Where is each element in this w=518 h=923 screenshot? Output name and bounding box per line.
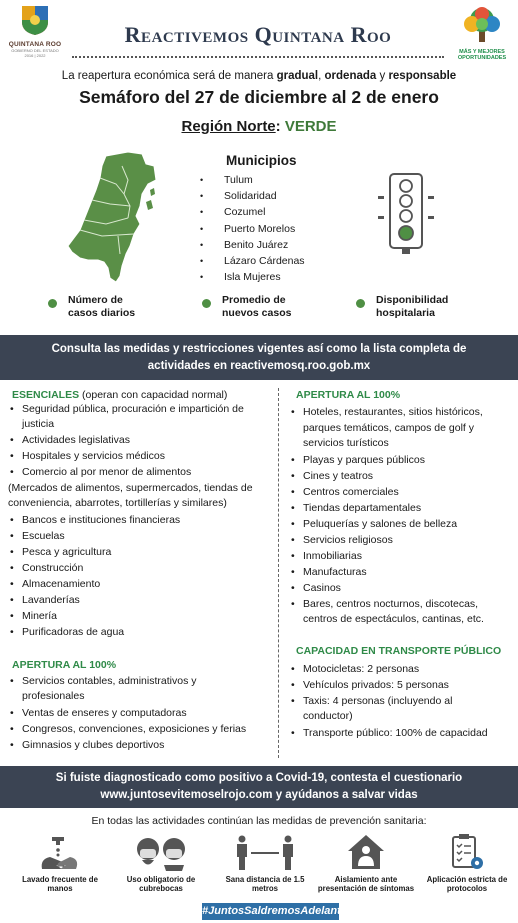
list-item: • Manufacturas (289, 565, 367, 580)
list-item: • Almacenamiento (8, 577, 100, 592)
prevention-item-protocols (418, 833, 516, 893)
list-item: • Lázaro Cárdenas (200, 254, 305, 267)
social-distance-icon (234, 835, 296, 871)
municipio-name: Isla Mujeres (224, 271, 281, 284)
list-item: • Vehículos privados: 5 personas (289, 678, 449, 693)
list-item: • Actividades legislativas (8, 433, 130, 448)
indicator-casos-diarios (68, 294, 135, 319)
covid-banner (0, 766, 518, 808)
list-item-continuation: parques temáticos, campos de golf y (303, 422, 475, 434)
list-item-continuation: justicia (22, 418, 55, 430)
region-status: VERDE (284, 118, 337, 135)
list-item: • Pesca y agricultura (8, 545, 111, 560)
hashtag-badge: #JuntosSaldremosAdelante (202, 903, 339, 920)
list-item: • Motocicletas: 2 personas (289, 662, 419, 677)
list-item: • Peluquerías y salones de belleza (289, 517, 457, 532)
list-item: • Gimnasios y clubes deportivos (8, 738, 164, 753)
list-item: • Tiendas departamentales (289, 501, 421, 516)
home-isolation-icon (346, 833, 386, 871)
list-item: • Ventas de enseres y computadoras (8, 706, 187, 721)
traffic-light-green-lamp (399, 226, 413, 240)
indicator-nuevos-casos (222, 294, 291, 319)
intro-prefix: La reapertura económica será de manera (61, 70, 277, 82)
left-column (8, 384, 270, 760)
state-shield-icon (20, 4, 50, 36)
list-item-continuation: conductor) (303, 710, 353, 722)
indicator-line1: Promedio de (222, 294, 286, 306)
intro-sep1: , (318, 70, 325, 82)
list-item: • Transporte público: 100% de capacidad (289, 726, 488, 741)
indicator-line1: Número de (68, 294, 123, 306)
consulta-line1: Consulta las medidas y restricciones vigentes así como la lista completa de (51, 343, 467, 355)
column-divider (278, 388, 279, 758)
quintana-roo-map-icon (58, 150, 178, 285)
list-item: • Servicios contables, administrativos y (8, 674, 197, 689)
list-item: • Isla Mujeres (200, 271, 281, 284)
list-item: • Congresos, convenciones, exposiciones y ferias (8, 722, 246, 737)
apertura-right-title: APERTURA AL 100% (296, 389, 401, 401)
list-item: • Playas y parques públicos (289, 453, 425, 468)
prevention-item-handwashing (11, 833, 109, 893)
consulta-banner (0, 335, 518, 380)
intro-gradual: gradual (276, 70, 319, 82)
esenciales-note: (operan con capacidad normal) (79, 389, 228, 401)
list-item: • Comercio al por menor de alimentos (8, 465, 191, 480)
intro-responsable: responsable (388, 70, 457, 82)
logo-text: QUINTANA ROO (8, 41, 62, 48)
green-dot-icon (48, 299, 57, 308)
indicator-line1: Disponibilidad (376, 294, 449, 306)
municipios-list (200, 172, 305, 285)
tree-logo-line1: MÁS Y MEJORES (459, 49, 505, 55)
list-item: • Tulum (200, 174, 253, 186)
indicator-line2: casos diarios (68, 306, 136, 319)
list-item-note: conveniencia, abarrotes, tortillerías y similares) (8, 497, 227, 509)
list-item: • Purificadoras de agua (8, 625, 124, 640)
list-item: • Bares, centros nocturnos, discotecas, (289, 597, 478, 612)
prevention-item-isolation (317, 833, 415, 893)
prevention-label: Sana distancia de 1.5 metros (225, 875, 305, 893)
protocol-checklist-icon (449, 833, 485, 871)
list-item: • Construcción (8, 561, 83, 576)
indicator-line2: nuevos casos (222, 306, 292, 319)
list-item: • Cozumel (200, 206, 266, 219)
intro-sep2: y (376, 70, 389, 82)
list-item-continuation: profesionales (22, 690, 85, 702)
logo-years: 2016 | 2022 (24, 53, 46, 58)
list-item: • Seguridad pública, procuración e impartición de (8, 402, 244, 417)
esenciales-title (12, 388, 227, 402)
region-heading (0, 118, 518, 135)
list-item: • Servicios religiosos (289, 533, 393, 548)
prevention-label: Aplicación estricta de protocolos (426, 875, 508, 893)
municipios-title: Municipios (226, 153, 297, 168)
green-dot-icon (356, 299, 365, 308)
header (0, 0, 518, 62)
logo-subtext: GOBIERNO DEL ESTADO (11, 48, 59, 53)
prevention-item-mask (112, 833, 210, 893)
municipio-name: Solidaridad (224, 190, 277, 203)
region-label: Región Norte (181, 118, 276, 135)
list-item: • Hospitales y servicios médicos (8, 449, 165, 464)
indicator-line2: hospitalaria (376, 306, 435, 319)
list-item-continuation: servicios turísticos (303, 437, 389, 449)
municipio-name: Tulum (224, 174, 253, 186)
face-mask-icon (134, 835, 188, 871)
list-item: • Puerto Morelos (200, 222, 296, 235)
list-item: • Solidaridad (200, 190, 277, 203)
list-item: • Casinos (289, 581, 341, 596)
municipio-name: Benito Juárez (224, 238, 289, 251)
municipio-name: Lázaro Cárdenas (224, 254, 305, 267)
quintana-roo-logo (6, 4, 64, 60)
municipio-name: Cozumel (224, 206, 266, 219)
title-divider (72, 56, 444, 58)
covid-line2: www.juntosevitemoselrojo.com y ayúdanos a salvar vidas (100, 789, 418, 801)
transporte-title: CAPACIDAD EN TRANSPORTE PÚBLICO (296, 645, 502, 657)
list-item-note: (Mercados de alimentos, supermercados, tiendas de (8, 482, 253, 494)
right-column (289, 384, 513, 760)
list-item: • Lavanderías (8, 593, 80, 608)
prevention-label: Uso obligatorio de cubrebocas (126, 875, 196, 893)
intro-text (0, 70, 518, 82)
tree-icon (460, 6, 504, 44)
prevention-label: Aislamiento ante presentación de síntomas (317, 875, 415, 893)
list-item: • Minería (8, 609, 57, 624)
list-item: • Inmobiliarias (289, 549, 362, 564)
apertura-left-title: APERTURA AL 100% (12, 659, 117, 671)
page-title: Reactivemos Quintana Roo (124, 22, 392, 47)
list-item: • Escuelas (8, 529, 65, 544)
prevention-label: Lavado frecuente de manos (22, 875, 98, 893)
list-item: • Centros comerciales (289, 485, 399, 500)
region-colon: : (275, 118, 285, 135)
semaforo-dates: Semáforo del 27 de diciembre al 2 de enero (79, 87, 439, 107)
tree-logo-line2: OPORTUNIDADES (457, 55, 507, 61)
list-item: • Hoteles, restaurantes, sitios históricos, (289, 405, 483, 420)
intro-ordenada: ordenada (324, 70, 377, 82)
prevention-item-distance (216, 833, 314, 893)
list-item-continuation: centros de espectáculos, cantinas, etc. (303, 613, 484, 625)
green-dot-icon (202, 299, 211, 308)
esenciales-title-text: ESENCIALES (12, 389, 80, 401)
list-item: • Bancos e instituciones financieras (8, 513, 180, 528)
prevention-title: En todas las actividades continúan las medidas de prevención sanitaria: (91, 815, 427, 827)
indicator-hospitalaria (376, 294, 448, 319)
list-item: • Benito Juárez (200, 238, 289, 251)
covid-line1: Si fuiste diagnosticado como positivo a Covid-19, contesta el cuestionario (55, 772, 463, 784)
municipio-name: Puerto Morelos (224, 222, 296, 235)
handwashing-icon (38, 835, 82, 871)
oportunidades-logo (452, 6, 512, 62)
consulta-line2: actividades en reactivemosq.roo.gob.mx (147, 360, 371, 372)
list-item: • Taxis: 4 personas (incluyendo al (289, 694, 452, 709)
list-item: • Cines y teatros (289, 469, 373, 484)
traffic-light-icon (376, 172, 436, 256)
